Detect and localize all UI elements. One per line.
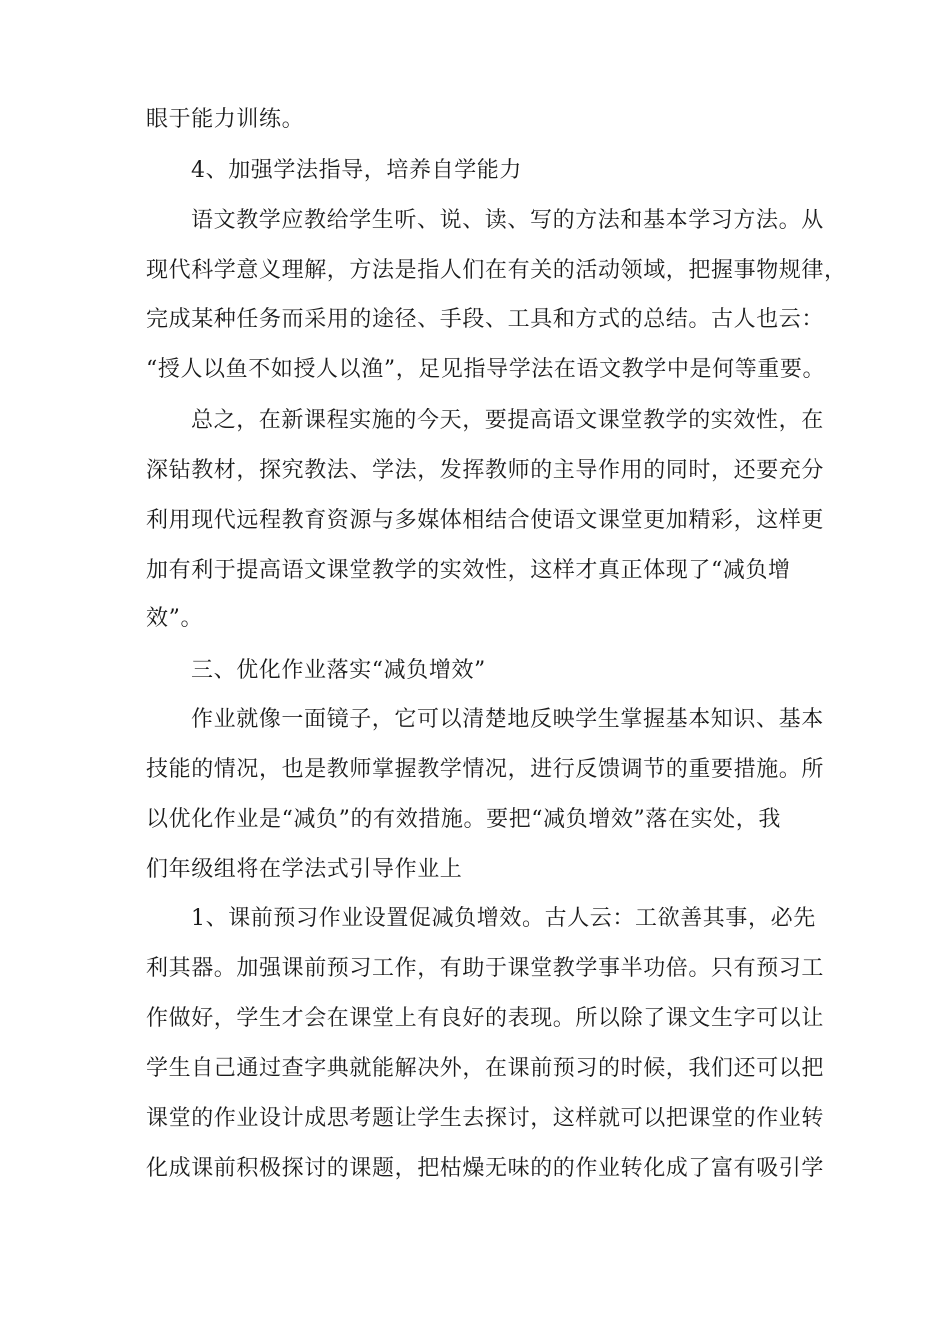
text-line-continuation: 眼于能力训练。 — [146, 107, 305, 132]
paragraph-line: 语文教学应教给学生听、说、读、写的方法和基本学习方法。从 — [191, 208, 824, 233]
paragraph-line: 现代科学意义理解，方法是指人们在有关的活动领域，把握事物规律， — [146, 258, 847, 283]
paragraph-line: 加有利于提高语文课堂教学的实效性，这样才真正体现了“减负增 — [146, 558, 791, 583]
paragraph-line: 总之，在新课程实施的今天，要提高语文课堂教学的实效性，在 — [191, 408, 824, 433]
paragraph-line: 深钻教材，探究教法、学法，发挥教师的主导作用的同时，还要充分 — [146, 458, 825, 483]
paragraph-line: 们年级组将在学法式引导作业上 — [146, 857, 463, 882]
paragraph-line: 利其器。加强课前预习工作，有助于课堂教学事半功倍。只有预习工 — [146, 956, 825, 981]
paragraph-line: 作业就像一面镜子，它可以清楚地反映学生掌握基本知识、基本 — [191, 707, 824, 732]
paragraph-line: 学生自己通过查字典就能解决外，在课前预习的时候，我们还可以把 — [146, 1056, 825, 1081]
paragraph-line: 课堂的作业设计成思考题让学生去探讨，这样就可以把课堂的作业转 — [146, 1106, 825, 1131]
paragraph-line: 化成课前积极探讨的课题，把枯燥无味的的作业转化成了富有吸引学 — [146, 1156, 825, 1181]
paragraph-line: 以优化作业是“减负”的有效措施。要把“减负增效”落在实处，我 — [146, 807, 781, 832]
section-heading-3: 三、优化作业落实“减负增效” — [191, 658, 486, 683]
paragraph-line: “授人以鱼不如授人以渔”，足见指导学法在语文教学中是何等重要。 — [146, 357, 826, 382]
paragraph-line: 完成某种任务而采用的途径、手段、工具和方式的总结。古人也云： — [146, 307, 825, 332]
section-heading-4: 4、加强学法指导，培养自学能力 — [191, 158, 522, 183]
paragraph-line: 利用现代远程教育资源与多媒体相结合使语文课堂更加精彩，这样更 — [146, 508, 825, 533]
paragraph-line: 作做好，学生才会在课堂上有良好的表现。所以除了课文生字可以让 — [146, 1006, 825, 1031]
paragraph-line: 1、课前预习作业设置促减负增效。古人云：工欲善其事，必先 — [191, 906, 816, 931]
paragraph-line: 效”。 — [146, 606, 204, 631]
paragraph-line: 技能的情况，也是教师掌握教学情况，进行反馈调节的重要措施。所 — [146, 757, 825, 782]
